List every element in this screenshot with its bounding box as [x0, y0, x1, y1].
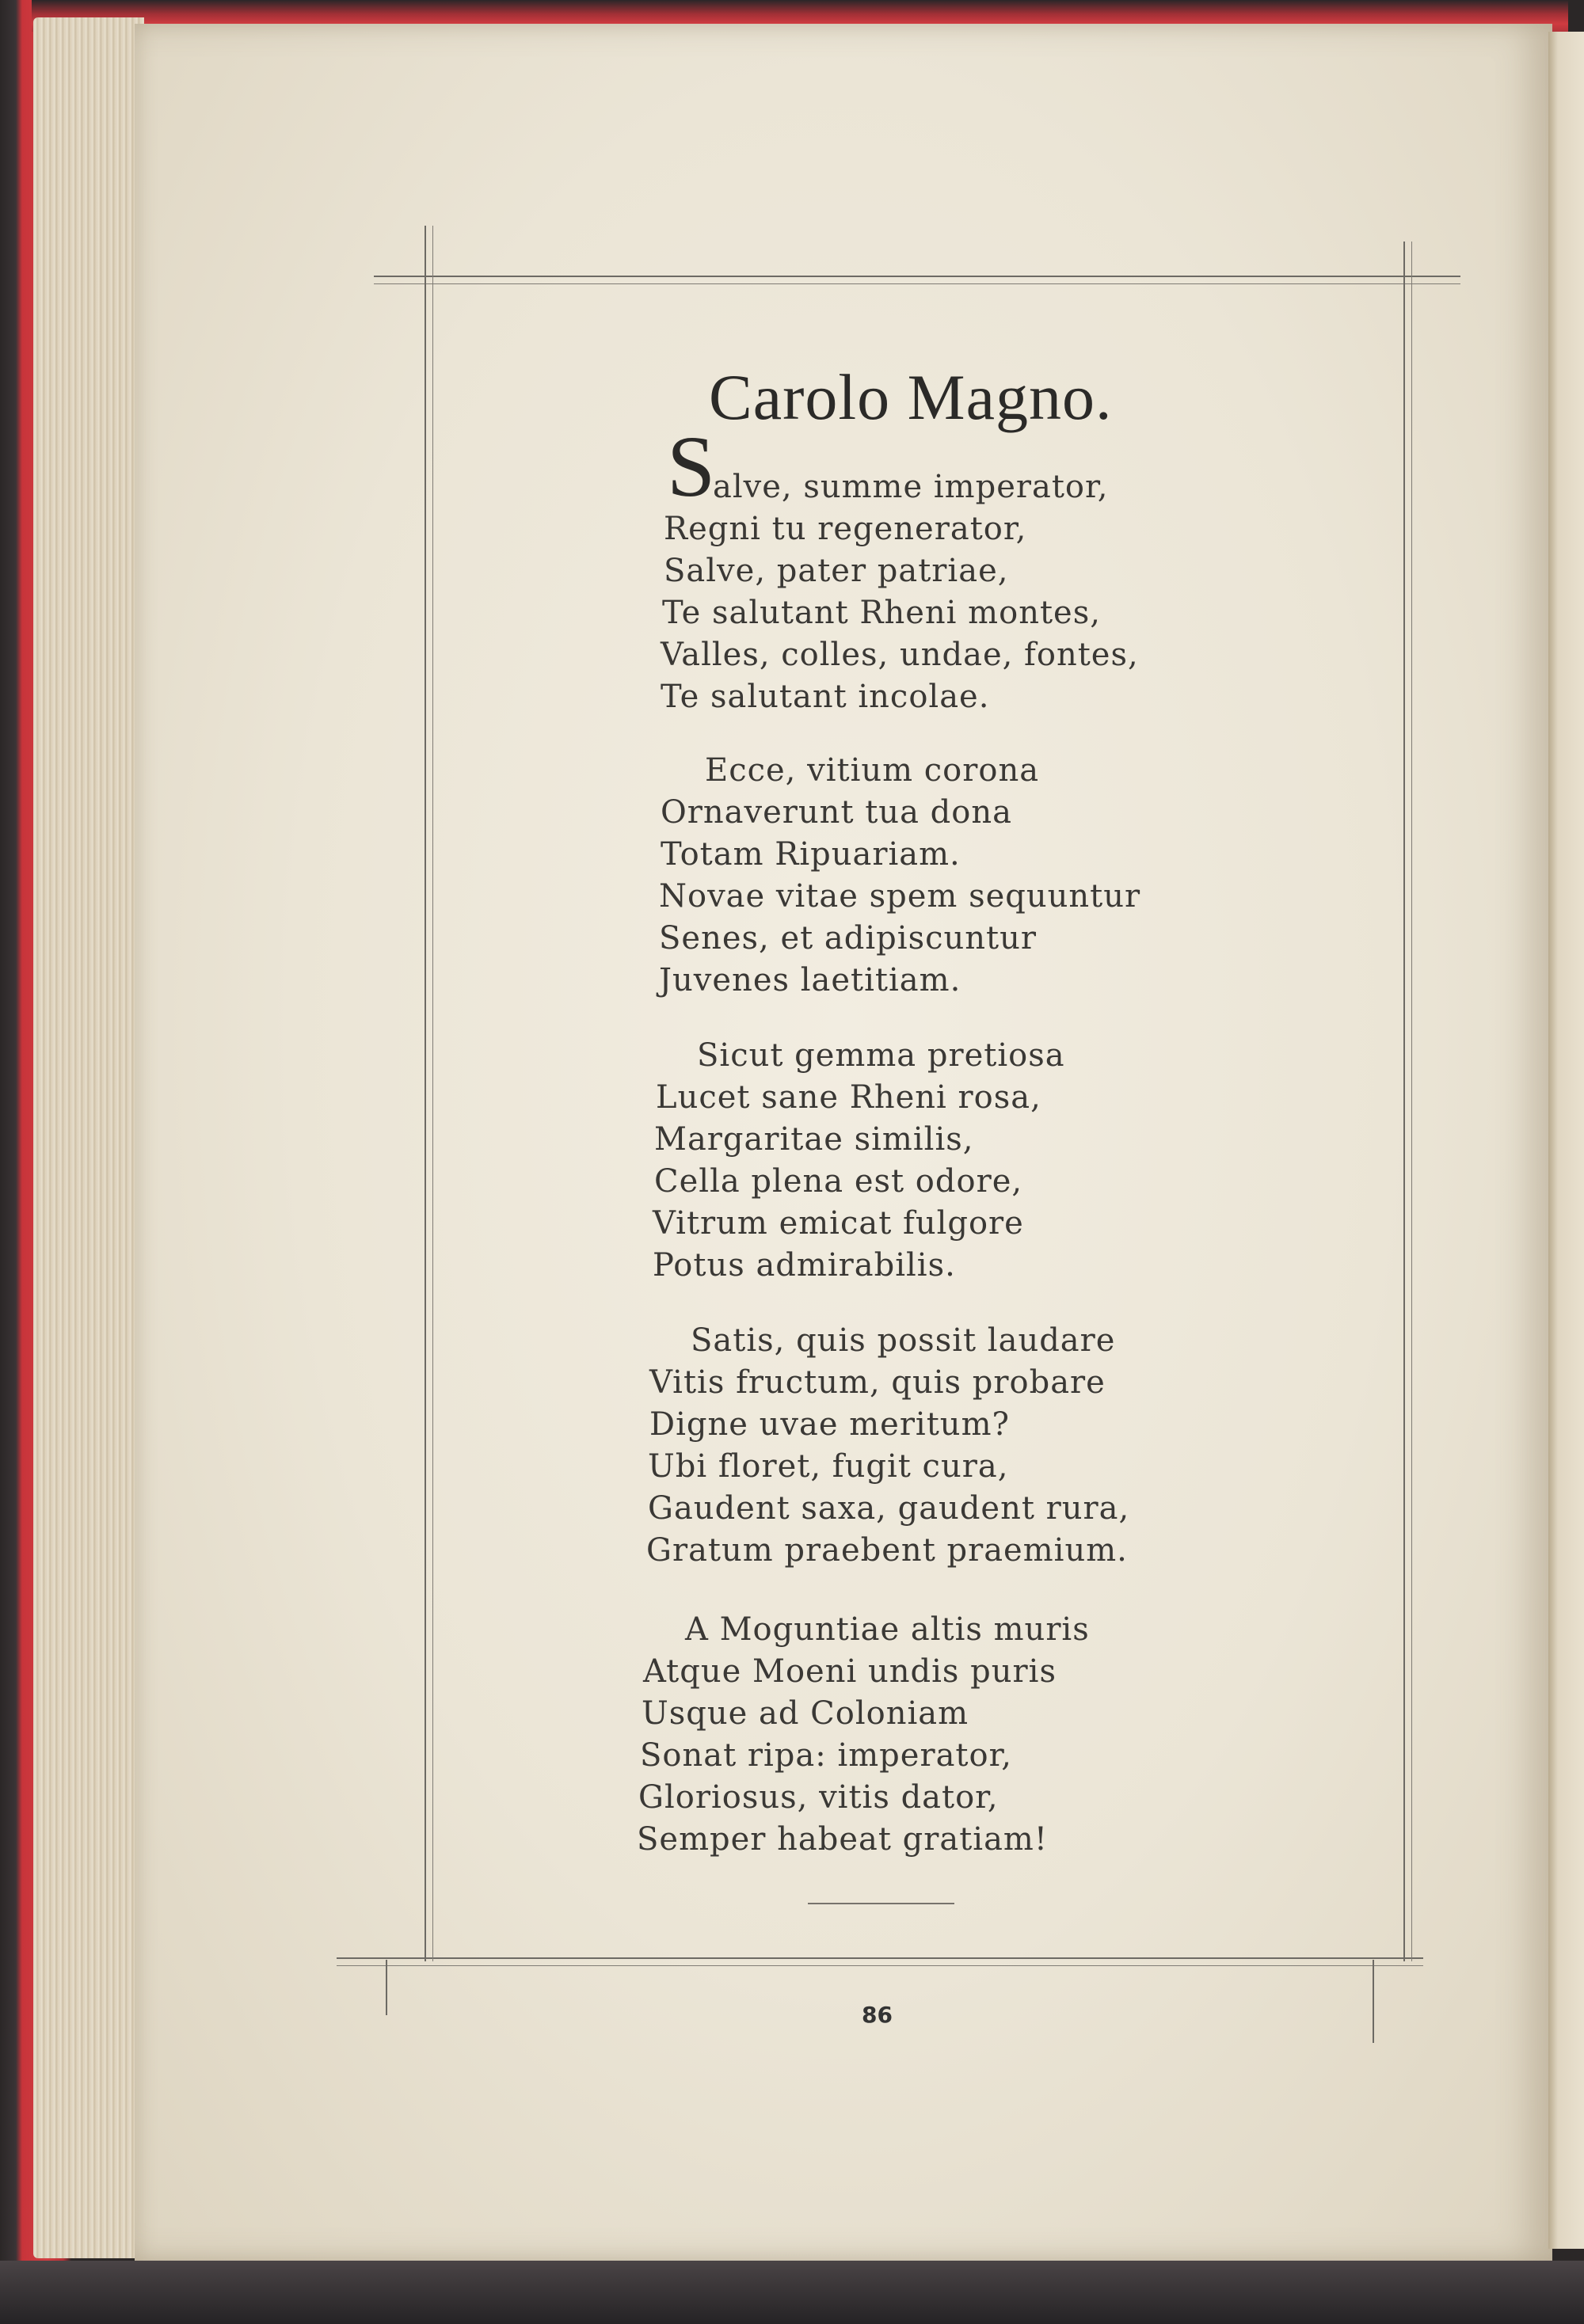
poem-line: Valles, colles, undae, fontes,	[661, 637, 1139, 673]
frame-right-rule-inner	[1411, 242, 1412, 1961]
poem-line: Ubi floret, fugit cura,	[648, 1448, 1009, 1485]
poem-line: Margaritae similis,	[654, 1121, 974, 1158]
poem-line: Atque Moeni undis puris	[643, 1653, 1057, 1690]
poem-line: Gloriosus, vitis dator,	[638, 1779, 999, 1816]
frame-right-foot	[1373, 1960, 1374, 2043]
poem-line: Sicut gemma pretiosa	[697, 1037, 1065, 1074]
poem-line: Digne uvae meritum?	[649, 1406, 1010, 1443]
poem-line: Te salutant Rheni montes,	[662, 595, 1101, 631]
poem-line: A Moguntiae altis muris	[685, 1611, 1090, 1648]
poem-line: Lucet sane Rheni rosa,	[656, 1079, 1041, 1116]
frame-bottom-rule	[337, 1957, 1423, 1959]
page-edges	[33, 17, 144, 2258]
poem-line: Juvenes laetitiam.	[659, 962, 961, 998]
poem-line: Te salutant incolae.	[661, 679, 990, 715]
poem-line: Ornaverunt tua dona	[661, 794, 1012, 831]
bottom-shadow	[0, 2261, 1584, 2324]
poem-line: Regni tu regenerator,	[664, 511, 1027, 547]
page-number: 86	[862, 2002, 893, 2028]
poem-line: alve, summe imperator,	[713, 469, 1109, 505]
poem-line: Gaudent saxa, gaudent rura,	[648, 1490, 1130, 1527]
frame-right-rule	[1403, 242, 1405, 1961]
drop-cap: S	[667, 418, 716, 515]
poem-line: Vitis fructum, quis probare	[649, 1364, 1106, 1401]
end-rule	[808, 1903, 954, 1904]
frame-top-rule-inner	[374, 283, 1460, 284]
poem-line: Totam Ripuariam.	[661, 836, 961, 873]
frame-bottom-rule-inner	[337, 1965, 1423, 1966]
poem-line: Senes, et adipiscuntur	[659, 920, 1037, 957]
poem-line: Satis, quis possit laudare	[691, 1322, 1116, 1359]
poem-line: Vitrum emicat fulgore	[653, 1205, 1024, 1242]
frame-left-foot	[386, 1960, 387, 2015]
poem-line: Salve, pater patriae,	[664, 553, 1009, 589]
poem-line: Semper habeat gratiam!	[637, 1821, 1048, 1858]
next-page-edge	[1548, 32, 1584, 2249]
poem-line: Usque ad Coloniam	[642, 1695, 969, 1732]
poem-title: Carolo Magno.	[709, 361, 1113, 433]
poem-line: Cella plena est odore,	[654, 1163, 1023, 1200]
poem-line: Sonat ripa: imperator,	[640, 1737, 1013, 1774]
frame-left-rule-inner	[432, 226, 433, 1961]
poem-line: Ecce, vitium corona	[705, 752, 1040, 789]
poem-line: Potus admirabilis.	[653, 1247, 956, 1284]
frame-top-rule	[374, 276, 1460, 277]
poem-line: Novae vitae spem sequuntur	[659, 878, 1141, 915]
frame-left-rule	[425, 226, 426, 1961]
poem-line: Gratum praebent praemium.	[646, 1532, 1128, 1569]
